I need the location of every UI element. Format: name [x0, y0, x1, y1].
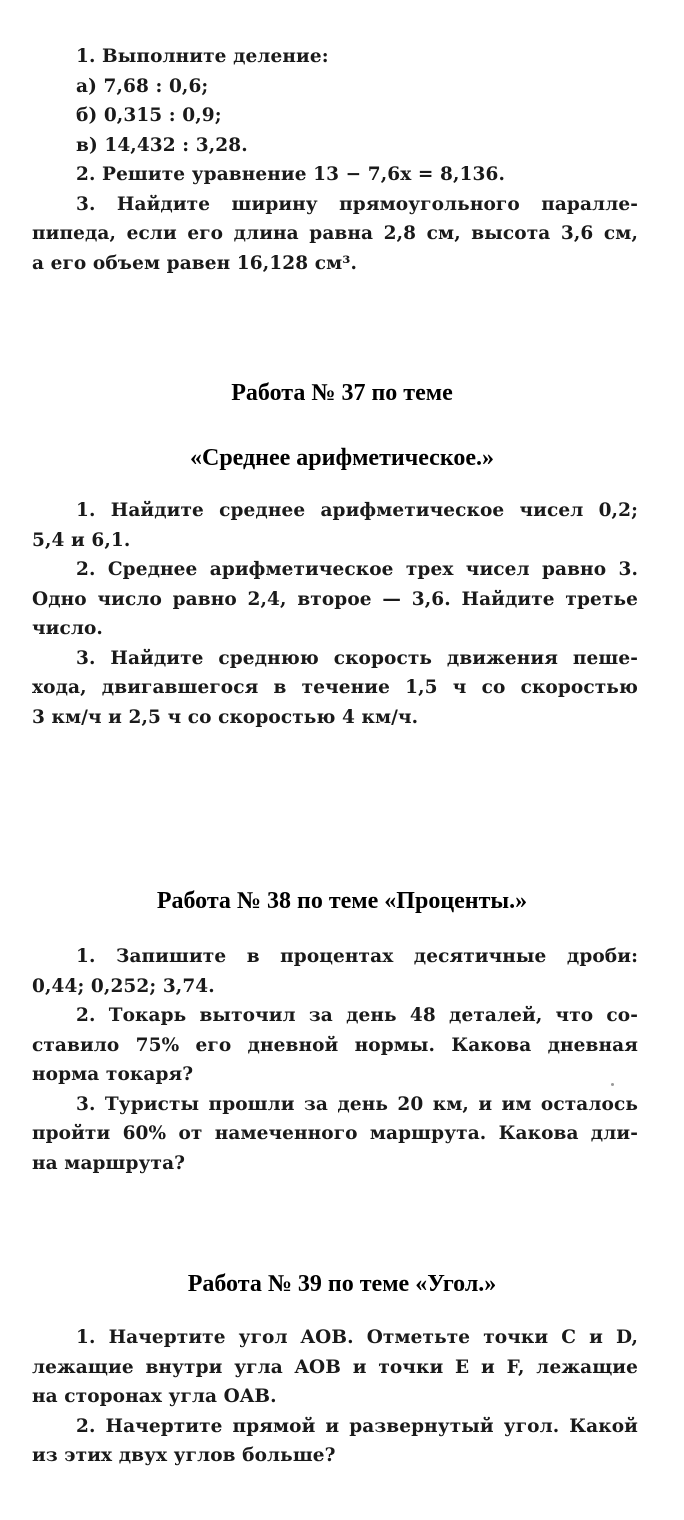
work38-task-2-line-1: 2. Токарь выточил за день 48 деталей, что со-	[76, 1005, 638, 1026]
work38-task-2-line-2: ставило 75% его дневной нормы. Какова дневная	[32, 1034, 638, 1056]
work37-title: Работа № 37 по теме	[231, 380, 453, 406]
work38-task-2-line-3: норма токаря?	[32, 1064, 194, 1085]
work39-tasks	[32, 1323, 638, 1471]
work37-task-3-line-3: 3 км/ч и 2,5 ч со скоростью 4 км/ч.	[32, 706, 419, 728]
work37-task-1-line-1: 1. Найдите среднее арифметическое чисел 0,2;	[76, 500, 638, 521]
intro-exercises	[32, 42, 638, 278]
work38-task-1-line-2: 0,44; 0,252; 3,74.	[32, 975, 215, 997]
exercise-1c: в) 14,432 : 3,28.	[76, 134, 248, 156]
scan-speck	[611, 1083, 614, 1086]
work38-task-3-line-2: пройти 60% от намеченного маршрута. Какова дли-	[32, 1123, 638, 1144]
exercise-1b: б) 0,315 : 0,9;	[76, 105, 222, 126]
exercise-3-line-3: а его объем равен 16,128 см³.	[32, 252, 358, 274]
work39-task-2-line-1: 2. Начертите прямой и развернутый угол. Какой	[76, 1415, 638, 1437]
work39-task-1-line-2: лежащие внутри угла AOB и точки E и F, лежащие	[32, 1356, 638, 1378]
exercise-3-line-2: пипеда, если его длина равна 2,8 см, высота 3,6 см,	[32, 223, 638, 244]
work38-task-1-line-1: 1. Запишите в процентах десятичные дроби:	[76, 946, 638, 967]
work39-title: Работа № 39 по теме «Угол.»	[187, 1271, 497, 1297]
work37-task-2-line-3: число.	[32, 618, 103, 639]
work38-title: Работа № 38 по теме «Проценты.»	[156, 888, 528, 914]
work37-task-3-line-2: хода, двигавшегося в течение 1,5 ч со скоростью	[32, 677, 638, 698]
exercise-1a: а) 7,68 : 0,6;	[76, 75, 209, 97]
work38-task-3-line-3: на маршрута?	[32, 1152, 186, 1174]
work38-task-3-line-1: 3. Туристы прошли за день 20 км, и им осталось	[76, 1093, 638, 1115]
work38-tasks	[32, 942, 638, 1178]
work37-task-2-line-1: 2. Среднее арифметическое трех чисел равно 3.	[76, 559, 638, 580]
work37-task-3-line-1: 3. Найдите среднюю скорость движения пеше-	[76, 647, 638, 669]
work37-task-1-line-2: 5,4 и 6,1.	[32, 529, 131, 551]
exercise-1-heading: 1. Выполните деление:	[76, 46, 329, 67]
work37-task-2-line-2: Одно число равно 2,4, второе — 3,6. Найдите третье	[32, 588, 638, 610]
work39-task-2-line-2: из этих двух углов больше?	[32, 1445, 336, 1466]
work37-subtitle: «Среднее арифметическое.»	[190, 445, 494, 471]
exercise-2-equation: 2. Решите уравнение 13 − 7,6x = 8,136.	[76, 164, 506, 185]
work37-tasks	[32, 496, 638, 732]
work39-task-1-line-3: на сторонах угла OAB.	[32, 1386, 277, 1407]
work39-task-1-line-1: 1. Начертите угол AOB. Отметьте точки C и D,	[76, 1327, 638, 1348]
exercise-3-line-1: 3. Найдите ширину прямоугольного паралле-	[76, 193, 638, 215]
